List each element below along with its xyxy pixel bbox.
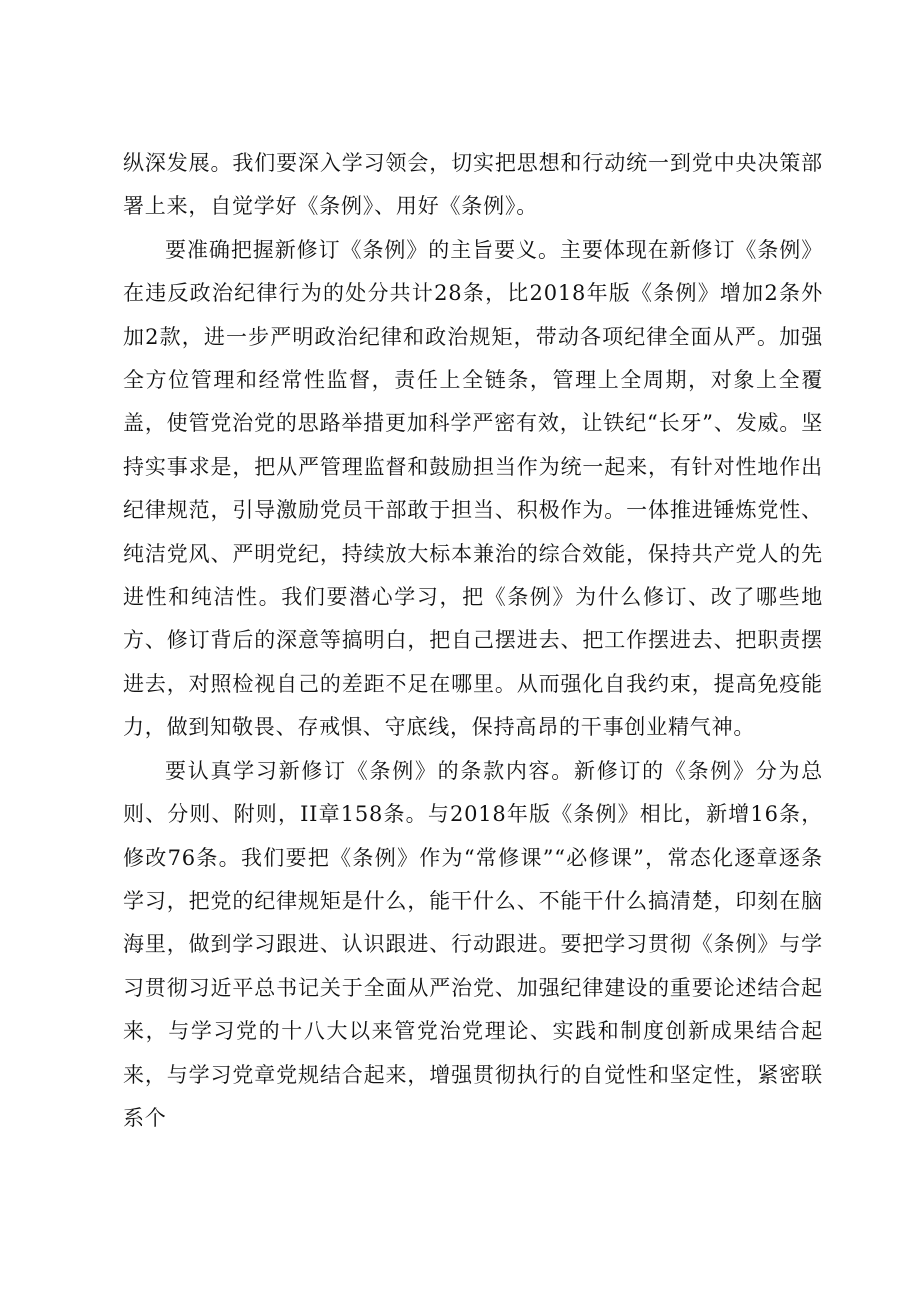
paragraph-main-purpose: 要准确把握新修订《条例》的主旨要义。主要体现在新修订《条例》在违反政治纪律行为的处分共计28条，比2018年版《条例》增加2条外加2款，进一步严明政治纪律和政治规矩，带动各项纪律全面从严。加强全方位管理和经常性监督，责任上全链条，管理上全周期，对象上全覆盖，使管党治党的思路举措更加科学严密有效，让铁纪“长牙”、发威。坚持实事求是，把从严管理监督和鼓励担当作为统一起来，有针对性地作出纪律规范，引导激励党员干部敢于担当、积极作为。一体推进锤炼党性、纯洁党风、严明党纪，持续放大标本兼治的综合效能，保持共产党人的先进性和纯洁性。我们要潜心学习，把《条例》为什么修订、改了哪些地方、修订背后的深意等搞明白，把自己摆进去、把工作摆进去、把职责摆进去，对照检视自己的差距不足在哪里。从而强化自我约束，提高免疫能力，做到知敬畏、存戒惧、守底线，保持高昂的干事创业精气神。 bbox=[123, 237, 823, 740]
paragraph-study-contents: 要认真学习新修订《条例》的条款内容。新修订的《条例》分为总则、分则、附则，II章158条。与2018年版《条例》相比，新增16条，修改76条。我们要把《条例》作为“常修课”“必修课”，常态化逐章逐条学习，把党的纪律规矩是什么，能干什么、不能干什么搞清楚，印刻在脑海里，做到学习跟进、认识跟进、行动跟进。要把学习贯彻《条例》与学习贯彻习近平总书记关于全面从严治党、加强纪律建设的重要论述结合起来，与学习党的十八大以来管党治党理论、实践和制度创新成果结合起来，与学习党章党规结合起来，增强贯彻执行的自觉性和坚定性，紧密联系个 bbox=[123, 758, 823, 1130]
document-body bbox=[123, 142, 823, 1140]
paragraph-continuation: 纵深发展。我们要深入学习领会，切实把思想和行动统一到党中央决策部署上来，自觉学好《条例》、用好《条例》。 bbox=[123, 151, 823, 219]
